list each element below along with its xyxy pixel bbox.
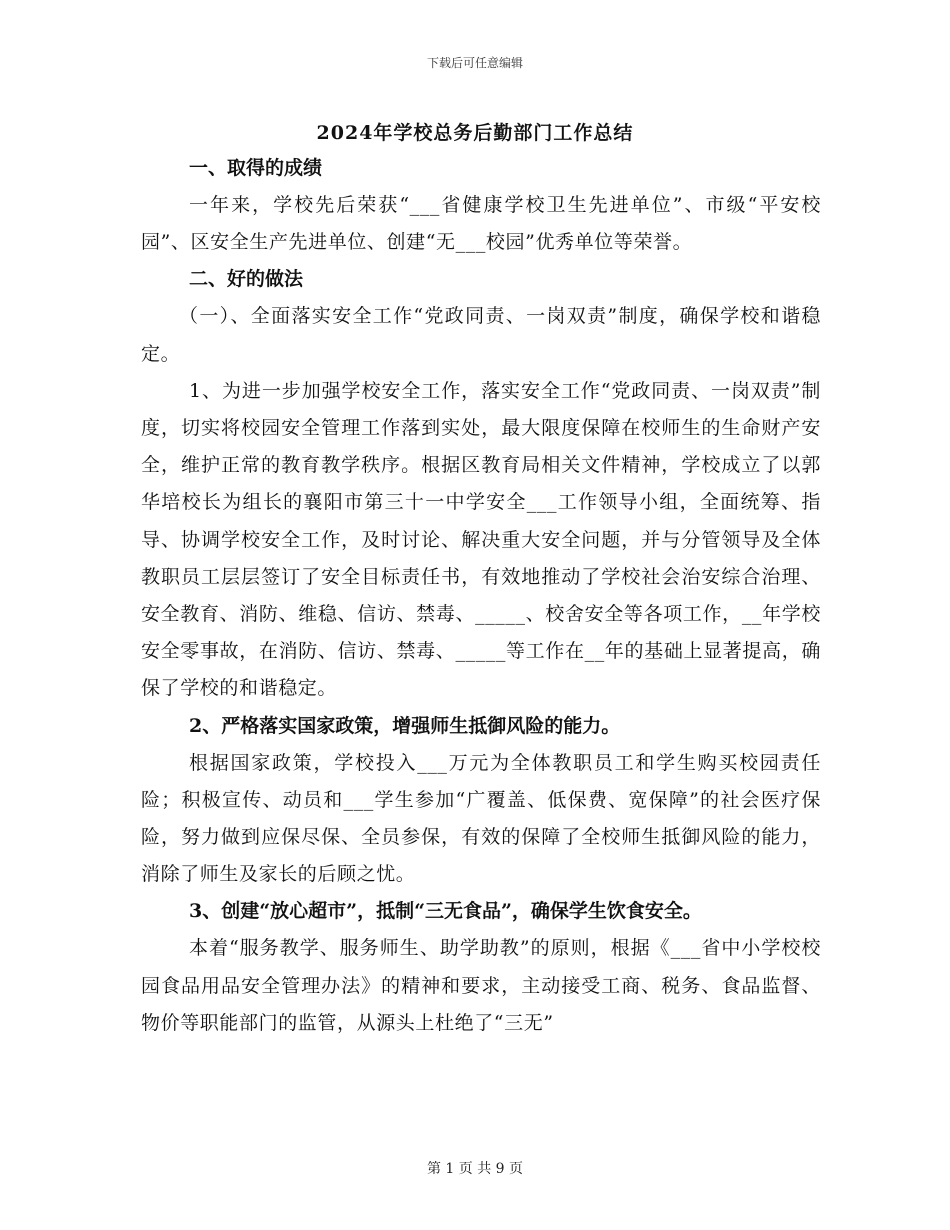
heading-food-safety: 3、创建“放心超市”，抵制“三无食品”，确保学生饮食安全。 (189, 900, 702, 923)
heading-policy-insurance: 2、严格落实国家政策，增强师生抵御风险的能力。 (189, 714, 621, 737)
subsection-safety-responsibility: （一）、全面落实安全工作“党政同责、一岗双责”制度，确保学校和谐稳定。 (141, 305, 821, 365)
paragraph-safety-work: 1、为进一步加强学校安全工作，落实安全工作“党政同责、一岗双责”制度，切实将校园安全管理工作落到实处，最大限度保障在校师生的生命财产安全，维护正常的教育教学秩序。根据区教育局相关文件精神，学校成立了以郭华培校长为组长的襄阳市第三十一中学安全___工作领导小组，全面统筹、指导、协调学校安全工作，及时讨论、解决重大安全问题，并与分管领导及全体教职员工层层签订了安全目标责任书，有效地推动了学校社会治安综合治理、安全教育、消防、维稳、信访、禁毒、_____、校舍安全等各项工作，__年学校安全零事故，在消防、信访、禁毒、_____等工作在__年的基础上显著提高，确保了学校的和谐稳定。 (141, 379, 821, 700)
paragraph-achievements: 一年来，学校先后荣获“___省健康学校卫生先进单位”、市级“平安校园”、区安全生产先进单位、创建“无___校园”优秀单位等荣誉。 (141, 194, 821, 254)
document-body (141, 150, 821, 1042)
paragraph-insurance: 根据国家政策，学校投入___万元为全体教职员工和学生购买校园责任险；积极宣传、动员和___学生参加“广覆盖、低保费、宽保障”的社会医疗保险，努力做到应保尽保、全员参保，有效的保障了全校师生抵御风险的能力，消除了师生及家长的后顾之忧。 (141, 751, 821, 886)
section-heading-practices: 二、好的做法 (189, 268, 304, 291)
section-heading-achievements: 一、取得的成绩 (189, 157, 323, 179)
paragraph-food-safety: 本着“服务教学、服务师生、助学助教”的原则，根据《___省中小学校校园食品用品安全管理办法》的精神和要求，主动接受工商、税务、食品监督、物价等职能部门的监管，从源头上杜绝了“三无” (141, 937, 821, 1034)
document-title: 2024年学校总务后勤部门工作总结 (316, 122, 634, 144)
page-header: 下载后可任意编辑 (426, 56, 523, 70)
page-footer: 第 1 页 共 9 页 (426, 1161, 524, 1177)
